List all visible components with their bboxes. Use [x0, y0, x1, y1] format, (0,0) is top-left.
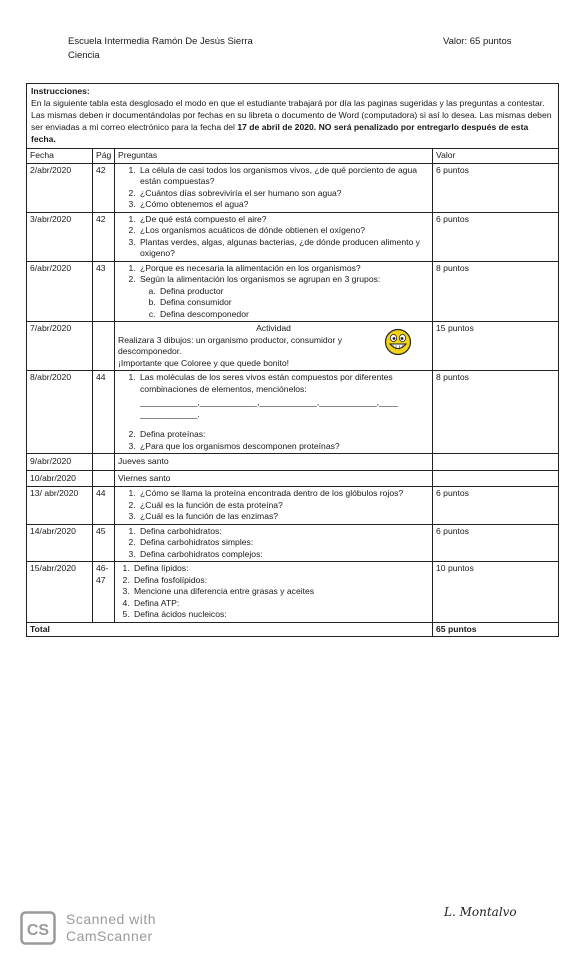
row-value: 6 puntos [433, 212, 559, 261]
activity-note: ¡Importante que Coloree y que quede bonito! [118, 357, 290, 368]
question-item: 3. ¿Para que los organismos descomponen proteínas? [138, 441, 429, 453]
table-row [27, 454, 559, 471]
row-page [93, 454, 115, 471]
row-date: 2/abr/2020 [27, 163, 93, 212]
instructions-deadline: 17 de abril de 2020. NO será penalizado por entregarlo después de esta fecha. [31, 122, 529, 144]
row-value: 6 puntos [433, 163, 559, 212]
header-page: Pág [93, 149, 115, 164]
question-item: 3. Plantas verdes, algas, algunas bacterias, ¿de dónde producen alimento y oxigeno? [138, 237, 429, 260]
row-page [93, 470, 115, 487]
row-date: 7/abr/2020 [27, 322, 93, 371]
row-questions [115, 487, 433, 525]
total-label: Total [27, 622, 433, 637]
sub-item: c. Defina descomponedor [158, 309, 429, 321]
subject-name: Ciencia [68, 50, 100, 61]
scanner-line-1: Scanned with [66, 911, 157, 927]
header-value: Valor [433, 149, 559, 164]
question-item: 5. Defina ácidos nucleicos: [132, 609, 429, 621]
row-page: 44 [93, 487, 115, 525]
table-row [27, 487, 559, 525]
row-date: 6/abr/2020 [27, 261, 93, 322]
table-row [27, 163, 559, 212]
question-item: 4. Defina ATP: [132, 598, 429, 610]
row-value: 15 puntos [433, 322, 559, 371]
question-item: 1. La célula de casi todos los organismos vivos, ¿de qué porciento de agua están compuestas? [138, 165, 429, 188]
activity-title: Actividad [256, 323, 291, 333]
row-value: 6 puntos [433, 524, 559, 562]
table-header-row [27, 149, 559, 164]
total-value-header: Valor: 65 puntos [443, 36, 512, 47]
scanner-watermark [66, 911, 156, 945]
question-item: 2. ¿Los organismos acuáticos de dónde obtienen el oxígeno? [138, 225, 429, 237]
row-page: 46-47 [93, 562, 115, 623]
activity-text: Realizara 3 dibujos: un organismo productor, consumidor y descomponedor. [118, 334, 343, 356]
total-value: 65 puntos [433, 622, 559, 637]
table-row [27, 322, 559, 371]
question-item: 2. Defina carbohidratos simples: [138, 537, 429, 549]
total-row [27, 622, 559, 637]
question-text: Las moléculas de los seres vivos están compuestos por diferentes combinaciones de elementos, menciónelos: [140, 372, 393, 394]
row-date: 3/abr/2020 [27, 212, 93, 261]
row-value [433, 454, 559, 471]
row-value: 8 puntos [433, 371, 559, 454]
teacher-signature: L. Montalvo [444, 905, 517, 919]
row-page: 43 [93, 261, 115, 322]
row-value [433, 470, 559, 487]
row-questions [115, 212, 433, 261]
question-item: 1. Defina carbohidratos: [138, 526, 429, 538]
table-row [27, 212, 559, 261]
answer-blanks: ____________. [140, 408, 200, 419]
grinning-smiley-icon [384, 328, 412, 356]
row-date: 15/abr/2020 [27, 562, 93, 623]
question-item [138, 274, 429, 320]
question-item: 2. Defina proteínas: [138, 429, 429, 441]
row-value: 6 puntos [433, 487, 559, 525]
row-questions [115, 261, 433, 322]
row-date: 9/abr/2020 [27, 454, 93, 471]
instructions-box [26, 83, 559, 149]
question-item: 1. ¿Porque es necesaria la alimentación en los organismos? [138, 263, 429, 275]
question-item: 3. Mencione una diferencia entre grasas y aceites [132, 586, 429, 598]
scanner-line-2: CamScanner [66, 928, 153, 944]
schedule-table [26, 148, 559, 637]
row-questions [115, 562, 433, 623]
instructions-text: En la siguiente tabla esta desglosado el modo en que el estudiante trabajará por día las paginas sugeridas y las preguntas a contestar. Las mismas deben ir documentándolas por fechas en su libreta o documento de Word (computadora) si así lo desea. Las mismas deben ser enviadas a mi correo electrónico para la fecha del [31, 98, 552, 132]
question-item: 1. ¿De qué está compuesto el aire? [138, 214, 429, 226]
row-questions [115, 163, 433, 212]
question-item: 2. ¿Cuál es la función de esta proteína? [138, 500, 429, 512]
question-item: 1. Defina lípidos: [132, 563, 429, 575]
school-name: Escuela Intermedia Ramón De Jesús Sierra [68, 36, 253, 47]
table-row [27, 470, 559, 487]
holiday-label: Jueves santo [115, 454, 433, 471]
sub-item: b. Defina consumidor [158, 297, 429, 309]
row-questions [115, 524, 433, 562]
question-item: 3. Defina carbohidratos complejos: [138, 549, 429, 561]
row-value: 10 puntos [433, 562, 559, 623]
question-item: 3. ¿Cuál es la función de las enzimas? [138, 511, 429, 523]
row-page [93, 322, 115, 371]
table-row [27, 524, 559, 562]
table-row [27, 261, 559, 322]
row-page: 44 [93, 371, 115, 454]
camscanner-logo-icon [20, 911, 56, 945]
svg-text:CS: CS [26, 922, 50, 939]
table-row [27, 562, 559, 623]
table-row [27, 371, 559, 454]
row-value: 8 puntos [433, 261, 559, 322]
question-item: 3. ¿Cómo obtenemos el agua? [138, 199, 429, 211]
sub-item: a. Defina productor [158, 286, 429, 298]
instructions-title: Instrucciones: [31, 86, 90, 96]
row-date: 13/ abr/2020 [27, 487, 93, 525]
row-page: 45 [93, 524, 115, 562]
row-page: 42 [93, 163, 115, 212]
question-item: 2. Defina fosfolípidos: [132, 575, 429, 587]
question-item: 1. ¿Cómo se llama la proteína encontrada dentro de los glóbulos rojos? [138, 488, 429, 500]
holiday-label: Viernes santo [115, 470, 433, 487]
row-date: 14/abr/2020 [27, 524, 93, 562]
row-date: 10/abr/2020 [27, 470, 93, 487]
question-item [138, 372, 429, 420]
row-date: 8/abr/2020 [27, 371, 93, 454]
row-activity [115, 322, 433, 371]
answer-blanks: ____________,____________,____________,____________,____ [140, 397, 399, 407]
question-item: 2. ¿Cuántos días sobreviviría el ser humano son agua? [138, 188, 429, 200]
header-questions: Preguntas [115, 149, 433, 164]
header-date: Fecha [27, 149, 93, 164]
row-page: 42 [93, 212, 115, 261]
question-text: Según la alimentación los organismos se agrupan en 3 grupos: [140, 274, 381, 284]
row-questions [115, 371, 433, 454]
